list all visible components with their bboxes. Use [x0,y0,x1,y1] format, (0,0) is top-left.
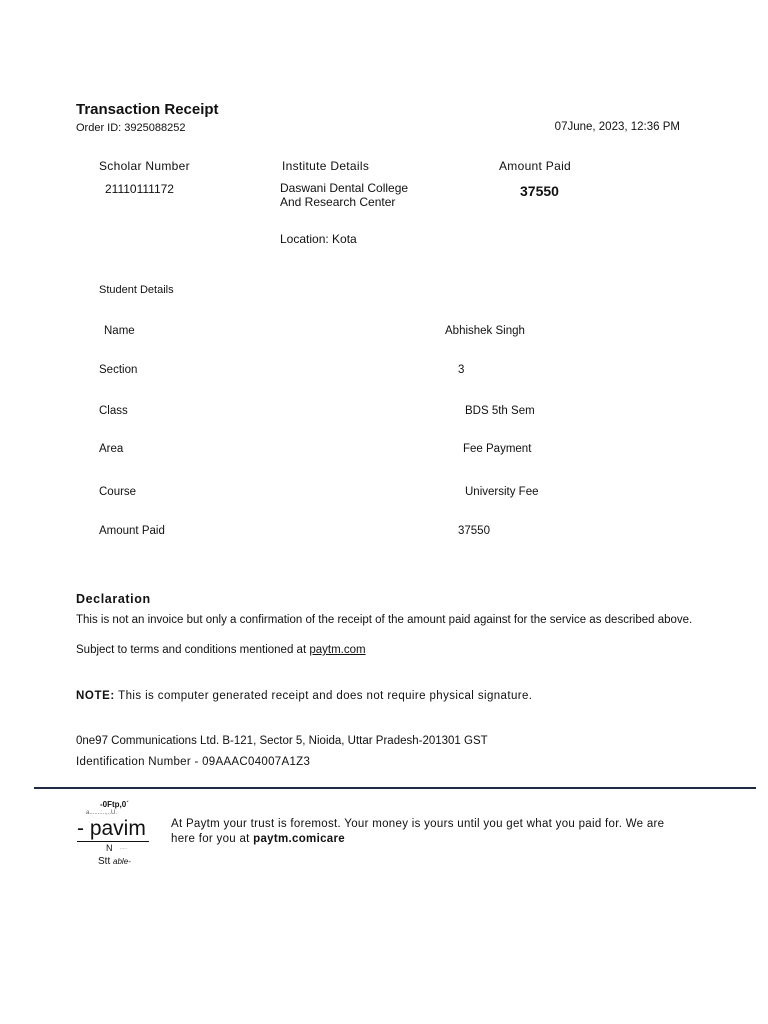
terms-prefix: Subject to terms and conditions mentioned at [76,644,310,656]
row-value-class: BDS 5th Sem [465,405,535,417]
row-label-course: Course [99,486,137,498]
logo-n-text: N [106,843,113,853]
paytm-link[interactable]: paytm.com [309,644,366,656]
student-details-title: Student Details [99,284,174,296]
logo-dots-text: a.......:..,..U. [86,810,118,816]
paytm-care-link[interactable]: paytm.comicare [253,833,345,845]
amount-paid-header: Amount Paid [499,159,572,173]
scholar-number-header: Scholar Number [99,159,190,173]
logo-underline [77,841,149,842]
declaration-text: This is not an invoice but only a confirmation of the receipt of the amount paid against for the service as described above. [76,614,693,626]
logo-stt-text [98,856,131,867]
row-label-name: Name [104,325,135,337]
row-label-section: Section [99,364,138,376]
note-label: NOTE: [76,690,115,702]
footer-divider [34,787,756,789]
institute-details-header: Institute Details [282,159,370,173]
logo-stt-normal: Stt [98,856,114,867]
institute-location: Location: Kota [280,232,357,246]
receipt-title: Transaction Receipt [76,101,219,118]
logo-n-dots: ..... [120,845,127,851]
amount-paid-value: 37550 [520,183,559,199]
logo-top-text: -0Ftp,0´ [100,800,129,809]
row-label-amount-paid: Amount Paid [99,525,165,537]
note-line [76,690,532,702]
row-value-name: Abhishek Singh [445,325,525,337]
institute-name: Daswani Dental College And Research Center [280,181,409,209]
row-value-amount-paid: 37550 [458,525,490,537]
paytm-logo: - pavim [77,817,146,840]
logo-stt-italic: able- [113,857,131,866]
gst-identification: Identification Number - 09AAAC04007A1Z3 [76,756,311,768]
transaction-datetime: 07June, 2023, 12:36 PM [554,121,680,133]
company-address: 0ne97 Communications Ltd. B-121, Sector 5, Nioida, Uttar Pradesh-201301 GST [76,735,488,747]
scholar-number-value: 21110111172 [105,182,174,196]
row-value-course: University Fee [465,486,539,498]
row-value-area: Fee Payment [463,443,532,455]
footer-trust-text [171,817,691,847]
declaration-title: Declaration [76,592,151,606]
terms-line [76,644,366,656]
order-id: Order ID: 3925088252 [76,122,186,134]
row-label-class: Class [99,405,128,417]
trust-text: At Paytm your trust is foremost. Your money is yours until you get what you paid for. We are here for you at [171,818,665,845]
row-value-section: 3 [458,364,465,376]
note-text: This is computer generated receipt and does not require physical signature. [114,690,533,702]
row-label-area: Area [99,443,124,455]
